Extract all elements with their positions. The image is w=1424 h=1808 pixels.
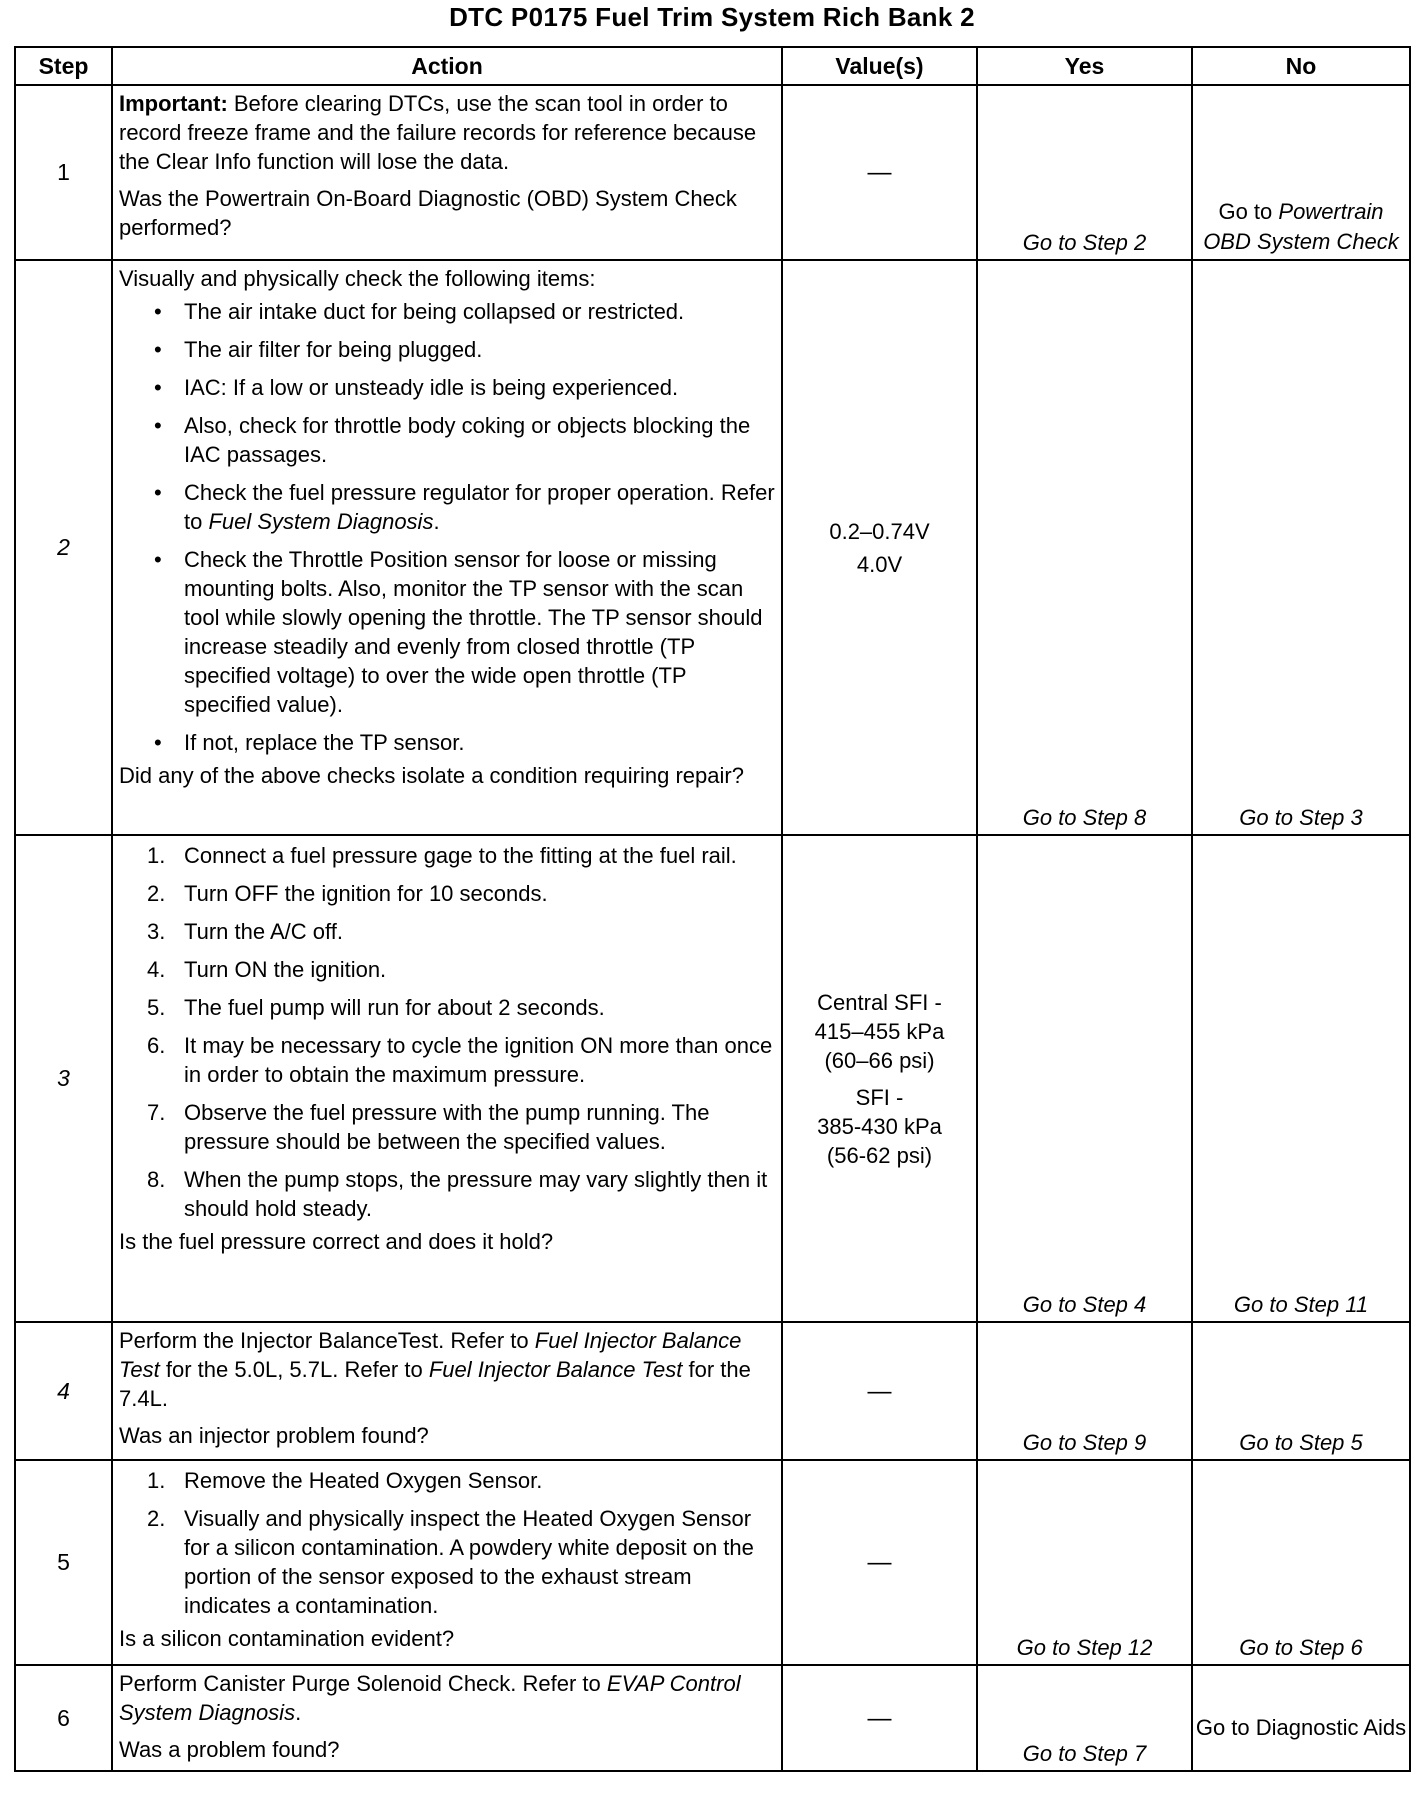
list-item: • If not, replace the TP sensor. (119, 728, 775, 757)
no-cell (1192, 260, 1410, 835)
question-text: Was the Powertrain On-Board Diagnostic (OBD) System Check performed? (119, 186, 737, 240)
question-text: Is the fuel pressure correct and does it hold? (119, 1229, 554, 1254)
header-row (15, 47, 1410, 85)
header-yes: Yes (977, 47, 1192, 85)
list-item: • Also, check for throttle body coking or objects blocking the IAC passages. (119, 411, 775, 469)
action-cell (112, 1665, 782, 1771)
no-goto-prefix: Go to (1218, 199, 1273, 224)
table-row-step-2 (15, 260, 1410, 835)
value-dash: — (867, 159, 892, 186)
action-cell (112, 85, 782, 260)
action-text (119, 1669, 775, 1727)
step-number: 5 (15, 1460, 112, 1665)
list-item (119, 478, 775, 536)
list-item (119, 841, 775, 870)
list-item-text: Turn ON the ignition. (184, 957, 387, 982)
yes-cell (977, 835, 1192, 1322)
no-cell (1192, 85, 1410, 260)
list-item-text: Turn OFF the ignition for 10 seconds. (184, 881, 548, 906)
table-row-step-3 (15, 835, 1410, 1322)
value-cell (782, 835, 977, 1322)
diagnostic-table (14, 46, 1411, 1772)
list-item-text: Connect a fuel pressure gage to the fitting at the fuel rail. (184, 843, 737, 868)
action-cell (112, 1460, 782, 1665)
list-item: • The air intake duct for being collapsed or restricted. (119, 297, 775, 326)
question-text: Did any of the above checks isolate a condition requiring repair? (119, 763, 744, 788)
no-goto: Go to Step 5 (1239, 1430, 1363, 1455)
important-text: Before clearing DTCs, use the scan tool in order to record freeze frame and the failure records for reference because the Clear Info function will lose the data. (119, 91, 757, 174)
list-item: • The air filter for being plugged. (119, 335, 775, 364)
no-cell (1192, 1460, 1410, 1665)
list-number: 1. (147, 843, 166, 868)
list-number: 5. (147, 995, 166, 1020)
header-values: Value(s) (782, 47, 977, 85)
table-row-step-1 (15, 85, 1410, 260)
intro-text: Visually and physically check the following items: (119, 266, 596, 291)
value-dash: — (867, 1704, 892, 1732)
list-number: 1. (147, 1468, 166, 1493)
list-item (119, 1098, 775, 1156)
list-number: 2. (147, 1506, 166, 1531)
list-item (119, 917, 775, 946)
procedure-list (119, 1466, 775, 1620)
procedure-list (119, 841, 775, 1223)
yes-cell (977, 1322, 1192, 1460)
table-row-step-6 (15, 1665, 1410, 1771)
action-text (119, 1326, 775, 1413)
question-text: Was a problem found? (119, 1737, 340, 1762)
value-cell (782, 1460, 977, 1665)
header-step: Step (15, 47, 112, 85)
no-cell (1192, 835, 1410, 1322)
list-item-text: The fuel pump will run for about 2 seconds. (184, 995, 605, 1020)
check-list (119, 297, 775, 757)
header-action: Action (112, 47, 782, 85)
list-item (119, 993, 775, 1022)
action-text-part: for the 7.4L. (119, 1357, 751, 1411)
yes-goto: Go to Step 4 (1022, 1292, 1147, 1317)
list-item: • Check the Throttle Position sensor for loose or missing mounting bolts. Also, monitor the TP sensor with the scan tool while slowly opening the throttle. The TP sensor should increase steadily and evenly from closed throttle (TP specified voltage) to over the wide open throttle (TP specified value). (119, 545, 775, 719)
value-line: (60–66 psi) (824, 1047, 935, 1073)
step-number: 4 (15, 1322, 112, 1460)
yes-cell (977, 260, 1192, 835)
list-item (119, 1165, 775, 1223)
list-item (119, 1466, 775, 1495)
no-goto: Go to Step 11 (1233, 1292, 1369, 1317)
list-number: 7. (147, 1100, 166, 1125)
reference-link: Fuel Injector Balance Test (428, 1357, 683, 1382)
value-line: 4.0V (856, 551, 903, 577)
list-number: 3. (147, 919, 166, 944)
table-row-step-5 (15, 1460, 1410, 1665)
value-dash: — (867, 1377, 892, 1405)
list-item-text: Turn the A/C off. (184, 919, 343, 944)
step-number: 3 (15, 835, 112, 1322)
action-cell (112, 1322, 782, 1460)
list-item-end: . (433, 509, 440, 534)
action-text-part: Perform Canister Purge Solenoid Check. Refer to (119, 1671, 607, 1696)
no-goto: Go to Diagnostic Aids (1195, 1714, 1407, 1740)
list-number: 8. (147, 1167, 166, 1192)
step-number: 2 (15, 260, 112, 835)
reference-link: EVAP Control System Diagnosis (119, 1671, 741, 1725)
important-label: Important: (119, 91, 228, 116)
list-item-text: When the pump stops, the pressure may vary slightly then it should hold steady. (184, 1167, 768, 1221)
yes-goto: Go to Step 2 (1022, 230, 1147, 255)
list-item (119, 1504, 775, 1620)
yes-goto: Go to Step 12 (1016, 1635, 1153, 1660)
question-text: Is a silicon contamination evident? (119, 1626, 455, 1651)
list-item-text: Remove the Heated Oxygen Sensor. (184, 1468, 543, 1493)
list-item-text: Check the fuel pressure regulator for proper operation. Refer to (184, 480, 775, 534)
value-cell (782, 1665, 977, 1771)
value-cell (782, 85, 977, 260)
yes-goto: Go to Step 8 (1022, 805, 1147, 830)
no-goto: Go to Step 3 (1239, 805, 1363, 830)
list-item: • IAC: If a low or unsteady idle is being experienced. (119, 373, 775, 402)
list-number: 2. (147, 881, 166, 906)
list-item (119, 1031, 775, 1089)
value-dash: — (867, 1549, 892, 1576)
value-line: 0.2–0.74V (829, 518, 930, 544)
list-number: 6. (147, 1033, 166, 1058)
value-line: SFI - (855, 1084, 904, 1110)
action-text-part: . (295, 1700, 302, 1725)
step-number: 1 (15, 85, 112, 260)
header-no: No (1192, 47, 1410, 85)
yes-cell (977, 1665, 1192, 1771)
value-line: 415–455 kPa (814, 1018, 945, 1044)
action-text-part: Perform the Injector BalanceTest. Refer to (119, 1328, 535, 1353)
list-number: 4. (147, 957, 166, 982)
step-number: 6 (15, 1665, 112, 1771)
reference-link: Fuel Injector Balance Test (119, 1328, 742, 1382)
list-item (119, 879, 775, 908)
value-cell (782, 260, 977, 835)
yes-cell (977, 1460, 1192, 1665)
reference-link: Fuel System Diagnosis (208, 509, 434, 534)
yes-cell (977, 85, 1192, 260)
value-line: 385-430 kPa (817, 1113, 942, 1139)
action-cell (112, 260, 782, 835)
important-note (119, 89, 775, 176)
action-cell (112, 835, 782, 1322)
list-item-text: It may be necessary to cycle the ignition ON more than once in order to obtain the maximum pressure. (184, 1033, 773, 1087)
value-line: (56-62 psi) (826, 1142, 933, 1168)
yes-goto: Go to Step 7 (1022, 1741, 1147, 1766)
page-title: DTC P0175 Fuel Trim System Rich Bank 2 (449, 2, 975, 32)
no-cell (1192, 1322, 1410, 1460)
no-cell (1192, 1665, 1410, 1771)
question-text: Was an injector problem found? (119, 1423, 429, 1448)
table-row-step-4 (15, 1322, 1410, 1460)
list-item (119, 955, 775, 984)
no-goto-ref: Powertrain OBD System Check (1203, 199, 1399, 254)
list-item-text: Visually and physically inspect the Heated Oxygen Sensor for a silicon contamination. A powdery white deposit on the portion of the sensor exposed to the exhaust stream indicates a contamination. (184, 1506, 754, 1618)
action-text-part: for the 5.0L, 5.7L. Refer to (159, 1357, 429, 1382)
list-item-text: Observe the fuel pressure with the pump running. The pressure should be between the specified values. (184, 1100, 710, 1154)
value-line: Central SFI - (817, 989, 942, 1015)
yes-goto: Go to Step 9 (1022, 1430, 1147, 1455)
value-cell (782, 1322, 977, 1460)
no-goto: Go to Step 6 (1239, 1635, 1363, 1660)
